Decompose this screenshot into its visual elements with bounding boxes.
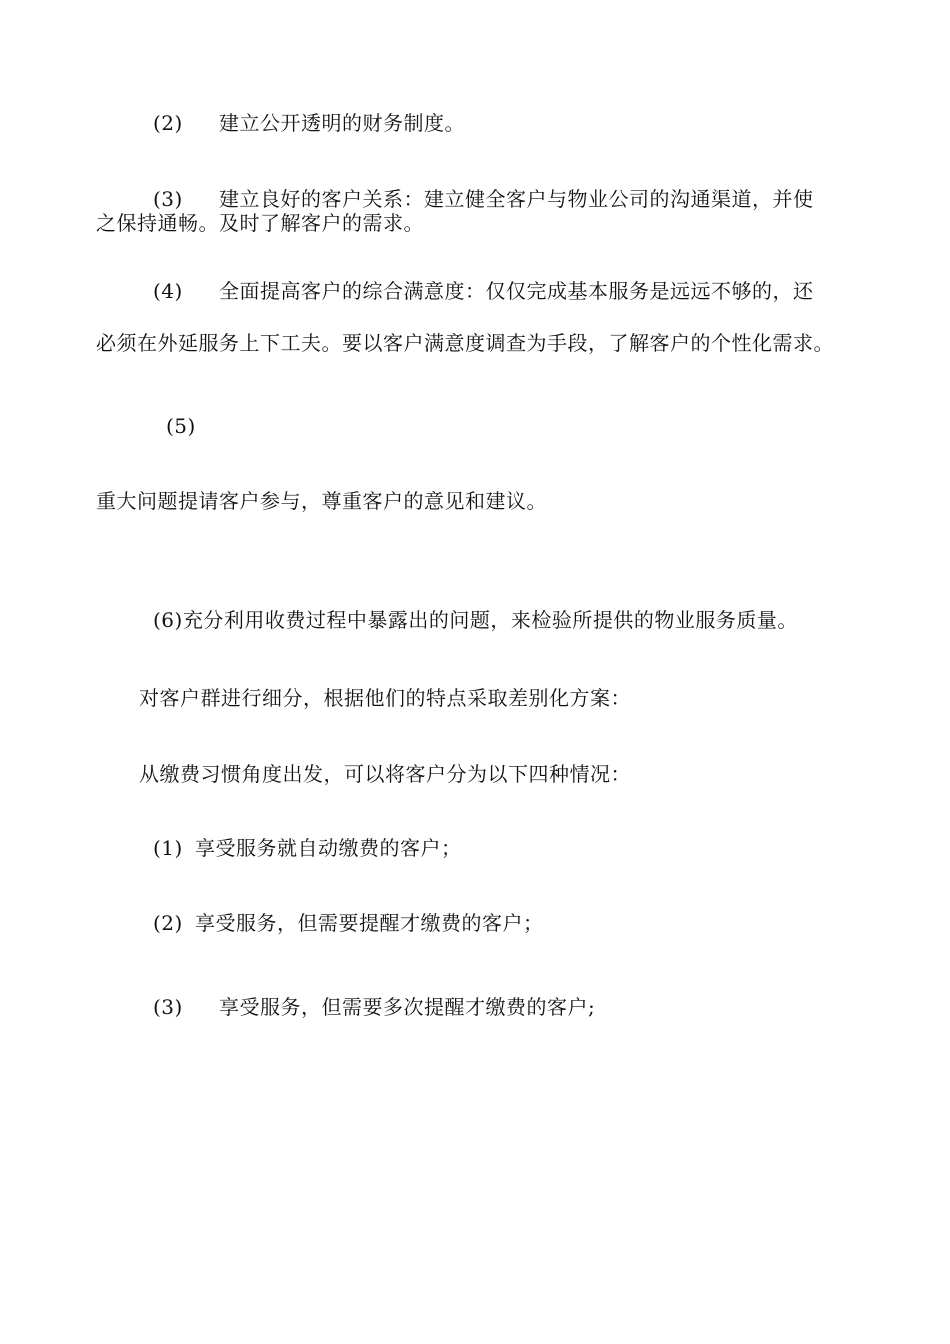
customer-type-2-number: (2)	[153, 911, 183, 935]
customer-type-3-number: (3)	[153, 995, 183, 1019]
paragraph-segmentation: 对客户群进行细分，根据他们的特点采取差别化方案：	[139, 686, 631, 710]
item-3-line	[153, 187, 814, 211]
item-5-number: (5)	[166, 414, 196, 438]
item-6-number: (6)	[153, 608, 183, 632]
item-6-text: 充分利用收费过程中暴露出的问题，来检验所提供的物业服务质量。	[182, 608, 798, 632]
item-4-line	[153, 279, 814, 303]
item-4-continuation: 必须在外延服务上下工夫。要以客户满意度调查为手段，了解客户的个性化需求。	[96, 331, 834, 355]
customer-type-3	[153, 995, 595, 1019]
customer-type-2-text: 享受服务，但需要提醒才缴费的客户；	[195, 911, 544, 935]
item-2-text: 建立公开透明的财务制度。	[219, 111, 465, 135]
paragraph-payment-habits: 从缴费习惯角度出发，可以将客户分为以下四种情况：	[139, 762, 631, 786]
item-4-text: 全面提高客户的综合满意度：仅仅完成基本服务是远远不够的，还	[219, 279, 814, 303]
item-3-number: (3)	[153, 187, 183, 211]
item-3-text: 建立良好的客户关系：建立健全客户与物业公司的沟通渠道，并使	[219, 187, 814, 211]
customer-type-1	[153, 836, 462, 860]
item-3-continuation: 之保持通畅。及时了解客户的需求。	[96, 211, 424, 235]
customer-type-1-text: 享受服务就自动缴费的客户；	[195, 836, 462, 860]
customer-type-3-text: 享受服务，但需要多次提醒才缴费的客户;	[219, 995, 596, 1019]
item-5-text: 重大问题提请客户参与，尊重客户的意见和建议。	[96, 489, 547, 513]
item-4-number: (4)	[153, 279, 183, 303]
customer-type-2	[153, 911, 544, 935]
item-6-line	[153, 608, 798, 632]
customer-type-1-number: (1)	[153, 836, 183, 860]
item-2-number: (2)	[153, 111, 183, 135]
item-2-line	[153, 111, 465, 135]
